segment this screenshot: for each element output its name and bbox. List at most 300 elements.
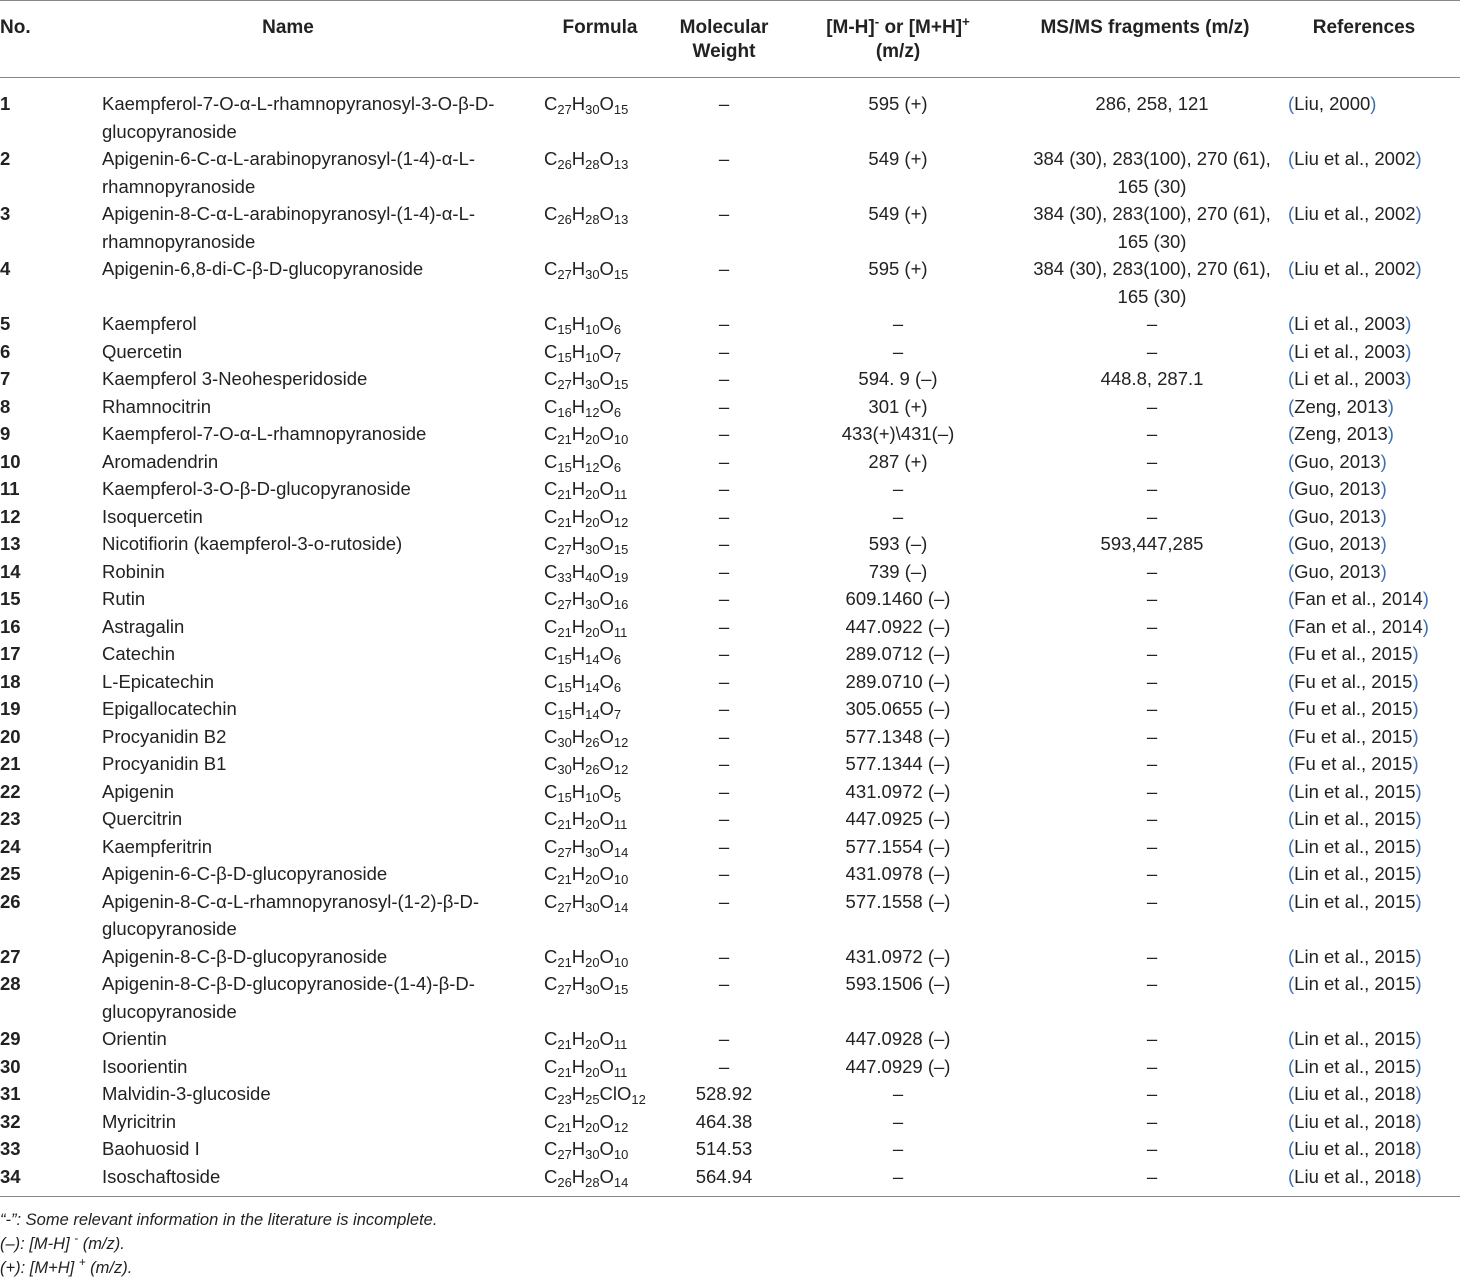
formula-element: O bbox=[599, 340, 614, 362]
formula-subscript: 27 bbox=[557, 377, 572, 392]
formula-subscript: 12 bbox=[585, 459, 600, 475]
formula bbox=[526, 970, 674, 1025]
compound-name bbox=[50, 888, 526, 943]
molecular-weight: – bbox=[718, 808, 730, 829]
formula-subscript: 27 bbox=[557, 267, 572, 282]
formula-element: O bbox=[599, 1055, 614, 1077]
compound-name-text: Apigenin-8-C-β-D-glucopyranoside bbox=[102, 945, 388, 967]
formula bbox=[526, 255, 674, 310]
reference-text[interactable]: Lin et al., 2015 bbox=[1294, 808, 1416, 829]
formula-subscript: 6 bbox=[613, 404, 622, 420]
formula-element: H bbox=[571, 1165, 586, 1187]
reference-text[interactable]: Guo, 2013 bbox=[1294, 505, 1381, 527]
formula-element: O bbox=[599, 478, 614, 499]
formula-element: H bbox=[571, 203, 586, 224]
ms-fragments bbox=[1022, 640, 1268, 668]
ms-fragments bbox=[1022, 1163, 1268, 1197]
table-row bbox=[0, 695, 1460, 723]
table-row bbox=[0, 860, 1460, 888]
formula-element: O bbox=[599, 533, 614, 554]
table-row bbox=[0, 78, 1460, 146]
mz-value: 433(+)\431(–) bbox=[841, 423, 955, 444]
reference-text[interactable]: Liu et al., 2002 bbox=[1294, 258, 1416, 279]
formula-subscript: 11 bbox=[613, 487, 628, 502]
reference-text[interactable]: Zeng, 2013 bbox=[1294, 395, 1388, 417]
formula bbox=[526, 200, 674, 255]
formula-subscript: 20 bbox=[585, 1064, 600, 1080]
formula bbox=[526, 338, 674, 366]
reference bbox=[1268, 1053, 1460, 1081]
reference-text[interactable]: Liu, 2000 bbox=[1294, 93, 1371, 114]
reference-text[interactable]: Liu et al., 2002 bbox=[1294, 148, 1416, 169]
formula-element: C bbox=[544, 725, 558, 747]
formula-subscript: 28 bbox=[585, 212, 600, 227]
reference-text[interactable]: Guo, 2013 bbox=[1294, 533, 1381, 554]
reference bbox=[1268, 365, 1460, 393]
reference-close-paren: ) bbox=[1415, 1055, 1422, 1077]
ms-fragments bbox=[1022, 585, 1268, 613]
mz-value: 431.0972 (–) bbox=[845, 945, 951, 967]
molecular-weight: – bbox=[718, 313, 730, 334]
ms-fragments bbox=[1022, 668, 1268, 696]
formula-element: H bbox=[571, 588, 586, 609]
formula-element: C bbox=[544, 258, 558, 279]
formula-subscript: 26 bbox=[585, 762, 600, 777]
reference-close-paren: ) bbox=[1415, 835, 1422, 857]
compound-name bbox=[50, 503, 526, 531]
row-number: 21 bbox=[0, 753, 21, 774]
table-body bbox=[0, 78, 1460, 1197]
reference bbox=[1268, 723, 1460, 751]
formula bbox=[526, 668, 674, 696]
row-number: 34 bbox=[0, 1163, 50, 1197]
formula-subscript: 26 bbox=[557, 157, 572, 172]
molecular-weight: – bbox=[718, 863, 730, 884]
reference bbox=[1268, 145, 1460, 200]
formula bbox=[526, 530, 674, 558]
reference-close-paren: ) bbox=[1415, 1110, 1422, 1132]
molecular-weight: 514.53 bbox=[695, 1138, 753, 1159]
formula-subscript: 27 bbox=[557, 597, 572, 612]
compound-name-text: Nicotifiorin (kaempferol-3-o-rutoside) bbox=[102, 533, 403, 554]
reference-text[interactable]: Guo, 2013 bbox=[1294, 560, 1381, 582]
formula-element: H bbox=[571, 808, 586, 829]
formula-subscript: 30 bbox=[557, 762, 572, 777]
formula-subscript: 40 bbox=[585, 569, 600, 585]
row-number: 24 bbox=[0, 835, 21, 857]
reference-close-paren: ) bbox=[1415, 780, 1422, 802]
ms-fragments bbox=[1022, 503, 1268, 531]
row-number: 16 bbox=[0, 615, 21, 637]
footnotes bbox=[0, 1208, 437, 1280]
reference-open-paren: ( bbox=[1288, 1055, 1295, 1077]
ms-fragments bbox=[1022, 723, 1268, 751]
reference-close-paren: ) bbox=[1415, 973, 1422, 994]
formula-element: C bbox=[544, 450, 558, 472]
compound-name bbox=[50, 255, 526, 310]
compound-name-text: Myricitrin bbox=[102, 1110, 176, 1132]
reference bbox=[1268, 310, 1460, 338]
row-number: 30 bbox=[0, 1055, 21, 1077]
formula-element: O bbox=[599, 368, 614, 389]
table-row bbox=[0, 145, 1460, 200]
formula-subscript: 19 bbox=[613, 569, 629, 585]
compound-name bbox=[50, 833, 526, 861]
compound-name bbox=[50, 310, 526, 338]
formula bbox=[526, 78, 674, 146]
formula bbox=[526, 475, 674, 503]
compound-name-text: Baohuosid I bbox=[102, 1138, 200, 1159]
molecular-weight: – bbox=[718, 1055, 730, 1077]
ms-fragments bbox=[1022, 145, 1271, 200]
reference-text[interactable]: Lin et al., 2015 bbox=[1294, 945, 1416, 967]
formula-subscript: 27 bbox=[557, 542, 572, 557]
reference-open-paren: ( bbox=[1288, 863, 1295, 884]
reference-close-paren: ) bbox=[1415, 890, 1422, 912]
mz-value: 594. 9 (–) bbox=[858, 368, 938, 389]
reference-text[interactable]: Liu et al., 2018 bbox=[1294, 1083, 1416, 1104]
row-number: 9 bbox=[0, 423, 11, 444]
header-references: References bbox=[1268, 1, 1460, 78]
reference bbox=[1268, 778, 1460, 806]
ms-fragments-text: 448.8, 287.1 bbox=[1100, 368, 1204, 389]
ms-fragments-text: – bbox=[1146, 890, 1158, 912]
reference-close-paren: ) bbox=[1415, 863, 1422, 884]
row-number: 10 bbox=[0, 450, 21, 472]
reference bbox=[1268, 1135, 1460, 1163]
reference-text[interactable]: Guo, 2013 bbox=[1294, 450, 1381, 472]
formula-subscript: 15 bbox=[613, 377, 629, 392]
compound-name bbox=[50, 668, 526, 696]
formula-element: H bbox=[571, 1083, 586, 1104]
compound-name bbox=[50, 558, 526, 586]
row-number: 33 bbox=[0, 1138, 21, 1159]
formula-element: H bbox=[571, 258, 586, 279]
compound-name-text: Epigallocatechin bbox=[102, 698, 237, 719]
formula-element: O bbox=[599, 505, 614, 527]
compound-name bbox=[50, 640, 526, 668]
formula-element: C bbox=[544, 863, 558, 884]
ms-fragments-text: – bbox=[1146, 505, 1158, 527]
compound-name-text: Rutin bbox=[102, 588, 146, 609]
formula-element: H bbox=[571, 395, 586, 417]
ms-fragments-text: – bbox=[1146, 615, 1158, 637]
reference-text[interactable]: Zeng, 2013 bbox=[1294, 423, 1388, 444]
formula-element: C bbox=[544, 148, 558, 169]
compound-name bbox=[50, 970, 526, 1025]
reference-open-paren: ( bbox=[1288, 313, 1295, 334]
reference-open-paren: ( bbox=[1288, 340, 1295, 362]
footnote-dash: “-”: Some relevant information in the literature is incomplete. bbox=[0, 1211, 438, 1229]
ms-fragments bbox=[1022, 970, 1268, 1025]
reference-open-paren: ( bbox=[1288, 725, 1295, 747]
ms-fragments bbox=[1022, 365, 1268, 393]
reference-close-paren: ) bbox=[1412, 643, 1419, 664]
mz-value: 289.0712 (–) bbox=[845, 643, 951, 664]
reference-open-paren: ( bbox=[1288, 478, 1295, 499]
formula-subscript: 21 bbox=[557, 514, 572, 530]
reference-text[interactable]: Liu et al., 2018 bbox=[1294, 1110, 1416, 1132]
header-mz-c: (m/z) bbox=[875, 41, 921, 62]
formula-element: C bbox=[544, 560, 558, 582]
formula-subscript: 28 bbox=[585, 157, 600, 172]
mz-value: 577.1554 (–) bbox=[845, 835, 951, 857]
mz-value: – bbox=[892, 1083, 904, 1104]
ms-fragments-text: 384 (30), 283(100), 270 (61), 165 (30) bbox=[1033, 203, 1271, 252]
compound-name-text: Apigenin-8-C-β-D-glucopyranoside-(1-4)-β-D-glucopyranoside bbox=[102, 973, 475, 1022]
molecular-weight: 564.94 bbox=[674, 1163, 774, 1197]
compound-name-text: Catechin bbox=[102, 643, 176, 664]
ms-fragments-text: – bbox=[1146, 670, 1158, 692]
reference-open-paren: ( bbox=[1288, 1028, 1295, 1049]
formula-element: C bbox=[544, 835, 558, 857]
ms-fragments bbox=[1022, 888, 1268, 943]
reference-close-paren: ) bbox=[1380, 450, 1387, 472]
ms-fragments bbox=[1022, 750, 1268, 778]
compound-name-text: Apigenin-6,8-di-C-β-D-glucopyranoside bbox=[102, 258, 424, 279]
row-number: 4 bbox=[0, 258, 11, 279]
table-row bbox=[0, 1080, 1460, 1108]
reference-open-paren: ( bbox=[1288, 203, 1295, 224]
formula-subscript: 30 bbox=[585, 899, 600, 915]
formula-subscript: 27 bbox=[557, 844, 572, 860]
compound-name bbox=[50, 860, 526, 888]
reference-open-paren: ( bbox=[1288, 258, 1295, 279]
formula-element: O bbox=[599, 808, 614, 829]
reference-close-paren: ) bbox=[1415, 1028, 1422, 1049]
compound-name-text: Apigenin-8-C-α-L-rhamnopyranosyl-(1-2)-β-D-glucopyranoside bbox=[102, 890, 480, 939]
reference-close-paren: ) bbox=[1380, 560, 1387, 582]
reference-text[interactable]: Lin et al., 2015 bbox=[1294, 1028, 1416, 1049]
ms-fragments-text: – bbox=[1146, 450, 1158, 472]
reference-open-paren: ( bbox=[1288, 808, 1295, 829]
reference-text[interactable]: Li et al., 2003 bbox=[1294, 340, 1406, 362]
reference-text[interactable]: Lin et al., 2015 bbox=[1294, 863, 1416, 884]
reference-text[interactable]: Fan et al., 2014 bbox=[1294, 588, 1423, 609]
compound-name-text: Procyanidin B1 bbox=[102, 753, 227, 774]
row-number: 8 bbox=[0, 395, 11, 417]
formula bbox=[526, 888, 674, 943]
ms-fragments-text: – bbox=[1146, 1028, 1158, 1049]
compound-name-text: Robinin bbox=[102, 560, 165, 582]
molecular-weight: – bbox=[718, 560, 730, 582]
formula-subscript: 20 bbox=[585, 1037, 600, 1052]
reference-text[interactable]: Guo, 2013 bbox=[1294, 478, 1381, 499]
reference-text[interactable]: Li et al., 2003 bbox=[1294, 368, 1406, 389]
reference-close-paren: ) bbox=[1415, 1165, 1422, 1187]
ms-fragments bbox=[1022, 613, 1268, 641]
mz-value: 549 (+) bbox=[868, 203, 928, 224]
reference-text[interactable]: Lin et al., 2015 bbox=[1294, 780, 1416, 802]
reference-text[interactable]: Fan et al., 2014 bbox=[1294, 615, 1423, 637]
reference-text[interactable]: Liu et al., 2002 bbox=[1294, 203, 1416, 224]
row-number: 15 bbox=[0, 588, 21, 609]
formula-subscript: 15 bbox=[557, 349, 572, 365]
compound-name bbox=[50, 365, 526, 393]
reference bbox=[1268, 668, 1460, 696]
formula-element: ClO bbox=[599, 1083, 632, 1104]
reference-text[interactable]: Fu et al., 2015 bbox=[1294, 725, 1413, 747]
formula-element: O bbox=[599, 423, 614, 444]
molecular-weight: – bbox=[718, 835, 730, 857]
reference-text[interactable]: Fu et al., 2015 bbox=[1294, 643, 1413, 664]
formula-subscript: 12 bbox=[585, 404, 600, 420]
reference-close-paren: ) bbox=[1415, 1083, 1422, 1104]
formula-element: H bbox=[571, 313, 586, 334]
reference-text[interactable]: Fu et al., 2015 bbox=[1294, 670, 1413, 692]
compound-name-text: L-Epicatechin bbox=[102, 670, 215, 692]
compound-name-text: Procyanidin B2 bbox=[102, 725, 227, 747]
table-row bbox=[0, 1025, 1460, 1053]
formula-subscript: 15 bbox=[613, 982, 629, 997]
ms-fragments-text: – bbox=[1146, 945, 1158, 967]
reference bbox=[1268, 613, 1460, 641]
reference-text[interactable]: Li et al., 2003 bbox=[1294, 313, 1406, 334]
formula-element: C bbox=[544, 615, 558, 637]
formula bbox=[526, 860, 674, 888]
reference bbox=[1268, 558, 1460, 586]
formula-subscript: 15 bbox=[557, 679, 572, 695]
table-row bbox=[0, 365, 1460, 393]
compound-name-text: Kaempferol bbox=[102, 313, 197, 334]
formula-subscript: 12 bbox=[613, 1119, 629, 1135]
molecular-weight: – bbox=[718, 670, 730, 692]
ms-fragments bbox=[1022, 420, 1268, 448]
formula-subscript: 30 bbox=[557, 734, 572, 750]
mz-value: 431.0972 (–) bbox=[845, 780, 951, 802]
reference bbox=[1268, 78, 1460, 146]
formula-element: H bbox=[571, 1138, 586, 1159]
compound-name-text: Isoquercetin bbox=[102, 505, 203, 527]
formula-element: O bbox=[599, 863, 614, 884]
ms-fragments bbox=[1022, 943, 1268, 971]
ms-fragments bbox=[1022, 448, 1268, 476]
formula-subscript: 20 bbox=[585, 487, 600, 502]
reference bbox=[1268, 503, 1460, 531]
reference-close-paren: ) bbox=[1387, 423, 1394, 444]
formula bbox=[526, 558, 674, 586]
row-number: 27 bbox=[0, 945, 21, 967]
formula bbox=[526, 750, 674, 778]
mz-value: 447.0922 (–) bbox=[845, 615, 951, 637]
formula bbox=[526, 1025, 674, 1053]
header-no: No. bbox=[0, 1, 50, 78]
reference-open-paren: ( bbox=[1288, 698, 1295, 719]
formula-subscript: 12 bbox=[613, 734, 629, 750]
formula-subscript: 6 bbox=[613, 322, 622, 337]
formula-subscript: 27 bbox=[557, 1147, 572, 1162]
mz-value: 305.0655 (–) bbox=[845, 698, 951, 719]
reference-text[interactable]: Lin et al., 2015 bbox=[1294, 890, 1416, 912]
reference bbox=[1268, 860, 1460, 888]
reference-open-paren: ( bbox=[1288, 450, 1295, 472]
formula-element: C bbox=[544, 395, 558, 417]
header-molecular-weight bbox=[674, 1, 774, 78]
formula-element: C bbox=[544, 533, 558, 554]
reference-open-paren: ( bbox=[1288, 93, 1295, 114]
reference bbox=[1268, 1108, 1460, 1136]
formula-element: C bbox=[544, 1110, 558, 1132]
reference-text[interactable]: Fu et al., 2015 bbox=[1294, 698, 1413, 719]
reference-open-paren: ( bbox=[1288, 1165, 1295, 1187]
formula bbox=[526, 723, 674, 751]
formula-subscript: 21 bbox=[557, 817, 572, 832]
formula bbox=[526, 1080, 674, 1108]
compound-name-text: Isoorientin bbox=[102, 1055, 188, 1077]
header-formula: Formula bbox=[526, 1, 674, 78]
formula-element: H bbox=[571, 643, 586, 664]
formula-subscript: 14 bbox=[585, 707, 600, 722]
formula-element: O bbox=[599, 890, 614, 912]
formula-subscript: 13 bbox=[613, 157, 629, 172]
formula-subscript: 21 bbox=[557, 432, 572, 447]
reference-text[interactable]: Lin et al., 2015 bbox=[1294, 973, 1416, 994]
formula-element: H bbox=[571, 423, 586, 444]
reference bbox=[1268, 640, 1460, 668]
reference-text[interactable]: Lin et al., 2015 bbox=[1294, 1055, 1416, 1077]
formula bbox=[526, 145, 674, 200]
ms-fragments-text: – bbox=[1146, 973, 1158, 994]
formula bbox=[526, 585, 674, 613]
formula bbox=[526, 448, 674, 476]
compound-name-text: Apigenin bbox=[102, 780, 175, 802]
ms-fragments-text: – bbox=[1146, 725, 1158, 747]
reference-open-paren: ( bbox=[1288, 835, 1295, 857]
formula-subscript: 20 bbox=[585, 624, 600, 640]
row-number: 32 bbox=[0, 1110, 21, 1132]
formula-subscript: 27 bbox=[557, 982, 572, 997]
reference-text[interactable]: Liu et al., 2018 bbox=[1294, 1138, 1416, 1159]
reference-close-paren: ) bbox=[1405, 340, 1412, 362]
reference-text[interactable]: Liu et al., 2018 bbox=[1294, 1165, 1416, 1187]
reference bbox=[1268, 530, 1460, 558]
ms-fragments bbox=[1022, 1080, 1268, 1108]
compound-name-text: Astragalin bbox=[102, 615, 185, 637]
formula-subscript: 25 bbox=[585, 1092, 600, 1107]
formula-subscript: 12 bbox=[631, 1092, 646, 1107]
row-number: 23 bbox=[0, 808, 21, 829]
formula-subscript: 20 bbox=[585, 954, 600, 970]
formula bbox=[526, 613, 674, 641]
formula-element: O bbox=[599, 1138, 614, 1159]
table-row bbox=[0, 1053, 1460, 1081]
ms-fragments-text: – bbox=[1146, 1165, 1158, 1187]
row-number: 2 bbox=[0, 148, 11, 169]
ms-fragments bbox=[1022, 530, 1268, 558]
formula-element: C bbox=[544, 945, 558, 967]
formula bbox=[526, 640, 674, 668]
ms-fragments-text: – bbox=[1146, 423, 1158, 444]
formula-subscript: 30 bbox=[585, 102, 600, 117]
reference-text[interactable]: Fu et al., 2015 bbox=[1294, 753, 1413, 774]
formula-element: H bbox=[571, 725, 586, 747]
reference-open-paren: ( bbox=[1288, 753, 1295, 774]
compound-name bbox=[50, 1108, 526, 1136]
mz-value: 431.0978 (–) bbox=[845, 863, 951, 884]
table-header bbox=[0, 1, 1460, 78]
formula-subscript: 12 bbox=[613, 514, 629, 530]
reference-close-paren: ) bbox=[1415, 258, 1422, 279]
reference-open-paren: ( bbox=[1288, 560, 1295, 582]
reference-close-paren: ) bbox=[1370, 93, 1377, 114]
reference-text[interactable]: Lin et al., 2015 bbox=[1294, 835, 1416, 857]
formula-subscript: 33 bbox=[557, 569, 572, 585]
formula-element: O bbox=[599, 615, 614, 637]
formula-subscript: 10 bbox=[585, 349, 600, 365]
molecular-weight: – bbox=[718, 258, 730, 279]
formula bbox=[526, 778, 674, 806]
formula-element: O bbox=[599, 148, 614, 169]
